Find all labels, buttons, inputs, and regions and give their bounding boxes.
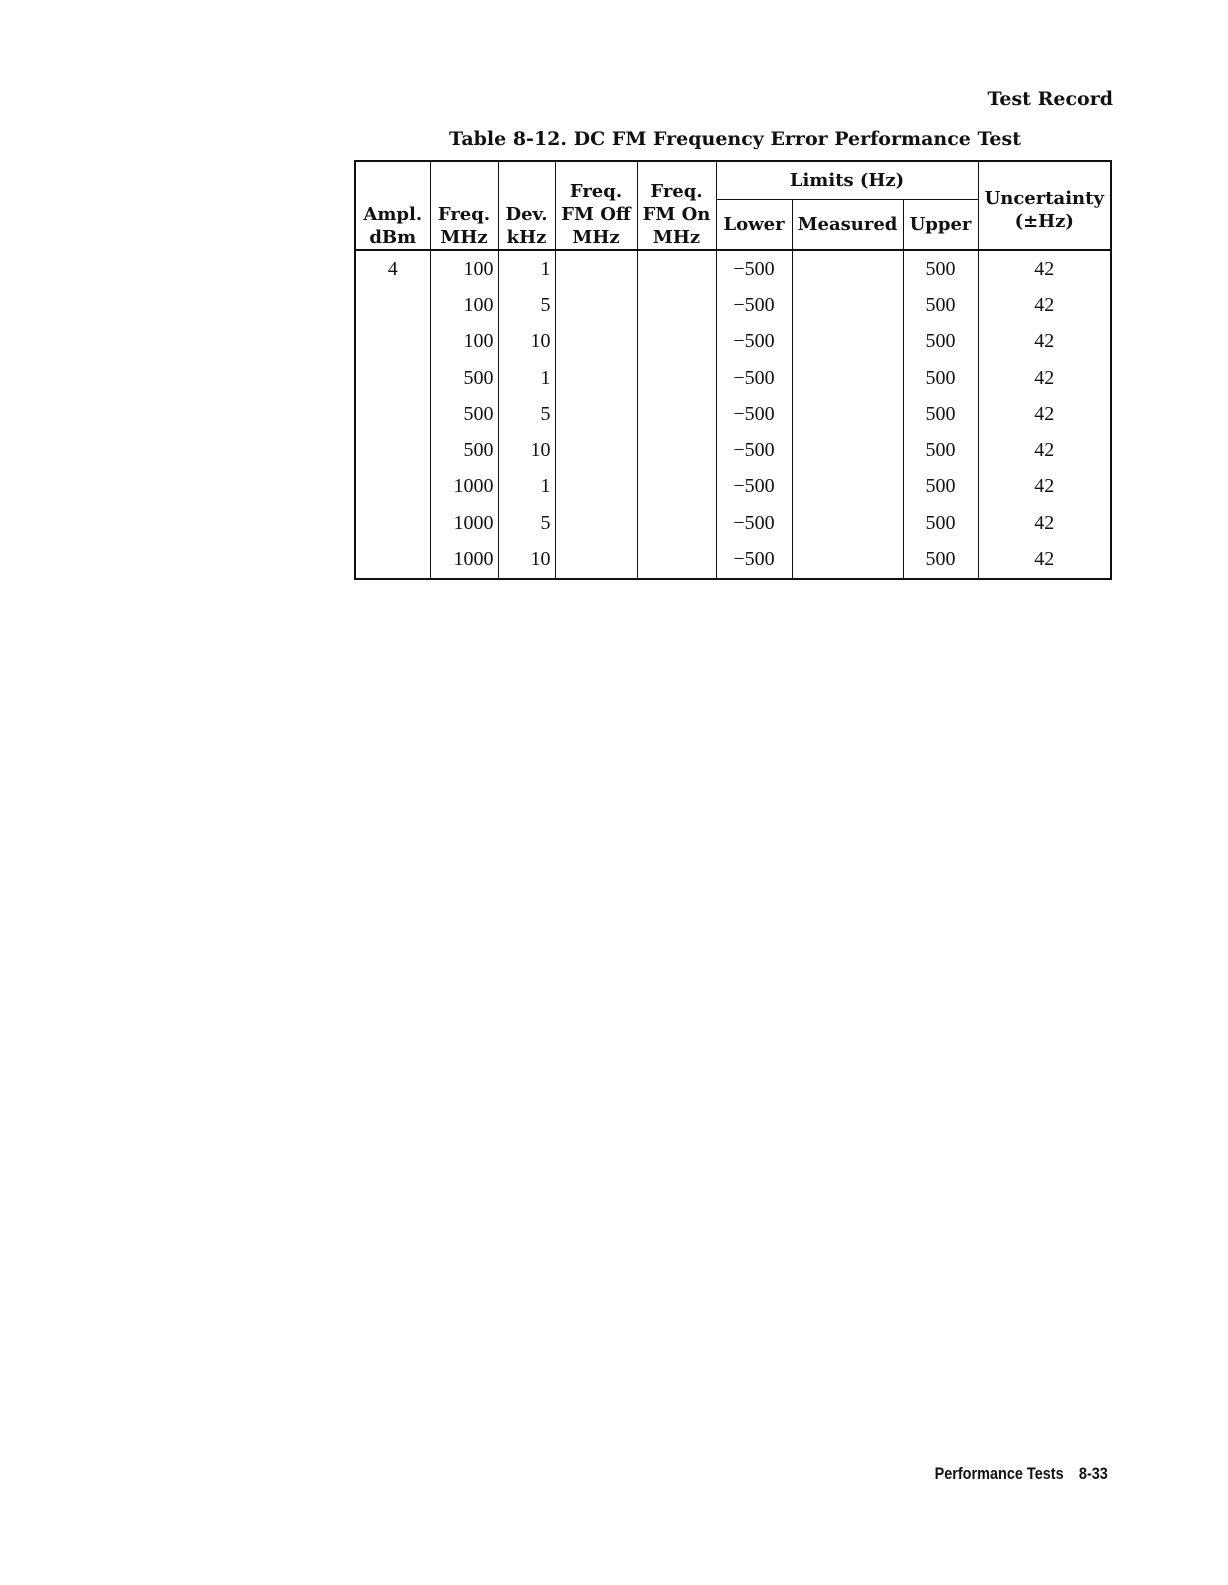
cell-dev: 10 [498, 541, 555, 578]
cell-lower: −500 [716, 469, 792, 505]
table-row [355, 541, 1111, 578]
table-row [355, 396, 1111, 432]
cell-blank [555, 250, 637, 287]
col-fm-on: Freq. FM On MHz [637, 161, 716, 250]
table-row [355, 250, 1111, 287]
col-lower: Lower [716, 199, 792, 250]
col-fm-off: Freq. FM Off MHz [555, 161, 637, 250]
cell-ampl: 4 [355, 250, 430, 287]
cell-dev: 1 [498, 469, 555, 505]
cell-lower: −500 [716, 324, 792, 360]
cell-freq: 100 [430, 287, 498, 323]
cell-blank [555, 324, 637, 360]
cell-lower: −500 [716, 541, 792, 578]
col-ampl: Ampl. dBm [355, 161, 430, 250]
cell-blank [555, 505, 637, 541]
cell-upper: 500 [903, 541, 978, 578]
cell-ampl [355, 360, 430, 396]
page-number: 8-33 [1079, 1464, 1108, 1483]
cell-blank [792, 541, 903, 578]
cell-freq: 1000 [430, 541, 498, 578]
footer-section: Performance Tests [934, 1464, 1064, 1483]
table-row [355, 432, 1111, 468]
cell-unc: 42 [978, 250, 1111, 287]
cell-dev: 1 [498, 250, 555, 287]
test-record-table [354, 160, 1112, 580]
cell-dev: 1 [498, 360, 555, 396]
cell-lower: −500 [716, 396, 792, 432]
cell-dev: 5 [498, 287, 555, 323]
cell-blank [637, 396, 716, 432]
cell-ampl [355, 541, 430, 578]
cell-blank [792, 505, 903, 541]
cell-blank [555, 396, 637, 432]
cell-lower: −500 [716, 432, 792, 468]
cell-upper: 500 [903, 360, 978, 396]
cell-blank [637, 505, 716, 541]
col-upper: Upper [903, 199, 978, 250]
cell-freq: 500 [430, 396, 498, 432]
cell-blank [792, 432, 903, 468]
col-dev: Dev. kHz [498, 161, 555, 250]
col-uncertainty: Uncertainty (±Hz) [978, 161, 1111, 250]
cell-unc: 42 [978, 287, 1111, 323]
cell-freq: 1000 [430, 469, 498, 505]
col-limits: Limits (Hz) [716, 161, 978, 199]
cell-blank [792, 396, 903, 432]
cell-unc: 42 [978, 505, 1111, 541]
table-caption: Table 8-12. DC FM Frequency Error Performance Test [449, 128, 1021, 150]
cell-blank [637, 541, 716, 578]
cell-ampl [355, 287, 430, 323]
cell-blank [792, 360, 903, 396]
cell-dev: 5 [498, 396, 555, 432]
cell-ampl [355, 469, 430, 505]
cell-upper: 500 [903, 250, 978, 287]
cell-blank [792, 324, 903, 360]
cell-blank [637, 324, 716, 360]
cell-blank [555, 541, 637, 578]
col-freq: Freq. MHz [430, 161, 498, 250]
cell-unc: 42 [978, 432, 1111, 468]
cell-freq: 100 [430, 324, 498, 360]
cell-unc: 42 [978, 469, 1111, 505]
cell-upper: 500 [903, 287, 978, 323]
cell-blank [637, 469, 716, 505]
cell-blank [555, 432, 637, 468]
running-header: Test Record [987, 88, 1113, 110]
cell-upper: 500 [903, 432, 978, 468]
cell-blank [637, 287, 716, 323]
cell-ampl [355, 396, 430, 432]
table-row [355, 324, 1111, 360]
table-row [355, 360, 1111, 396]
cell-blank [792, 287, 903, 323]
cell-upper: 500 [903, 505, 978, 541]
table-row [355, 469, 1111, 505]
cell-unc: 42 [978, 324, 1111, 360]
cell-dev: 5 [498, 505, 555, 541]
cell-lower: −500 [716, 360, 792, 396]
cell-freq: 100 [430, 250, 498, 287]
cell-blank [792, 469, 903, 505]
cell-unc: 42 [978, 360, 1111, 396]
cell-ampl [355, 324, 430, 360]
cell-ampl [355, 432, 430, 468]
cell-unc: 42 [978, 541, 1111, 578]
cell-upper: 500 [903, 324, 978, 360]
cell-freq: 1000 [430, 505, 498, 541]
cell-lower: −500 [716, 505, 792, 541]
cell-upper: 500 [903, 469, 978, 505]
cell-freq: 500 [430, 360, 498, 396]
cell-blank [555, 469, 637, 505]
cell-blank [637, 432, 716, 468]
cell-blank [637, 250, 716, 287]
cell-blank [555, 360, 637, 396]
cell-lower: −500 [716, 250, 792, 287]
cell-blank [792, 250, 903, 287]
cell-unc: 42 [978, 396, 1111, 432]
cell-upper: 500 [903, 396, 978, 432]
cell-dev: 10 [498, 432, 555, 468]
cell-lower: −500 [716, 287, 792, 323]
cell-freq: 500 [430, 432, 498, 468]
cell-dev: 10 [498, 324, 555, 360]
table-row [355, 505, 1111, 541]
cell-ampl [355, 505, 430, 541]
table-row [355, 287, 1111, 323]
cell-blank [637, 360, 716, 396]
col-measured: Measured [792, 199, 903, 250]
cell-blank [555, 287, 637, 323]
page-footer [919, 1464, 1108, 1484]
